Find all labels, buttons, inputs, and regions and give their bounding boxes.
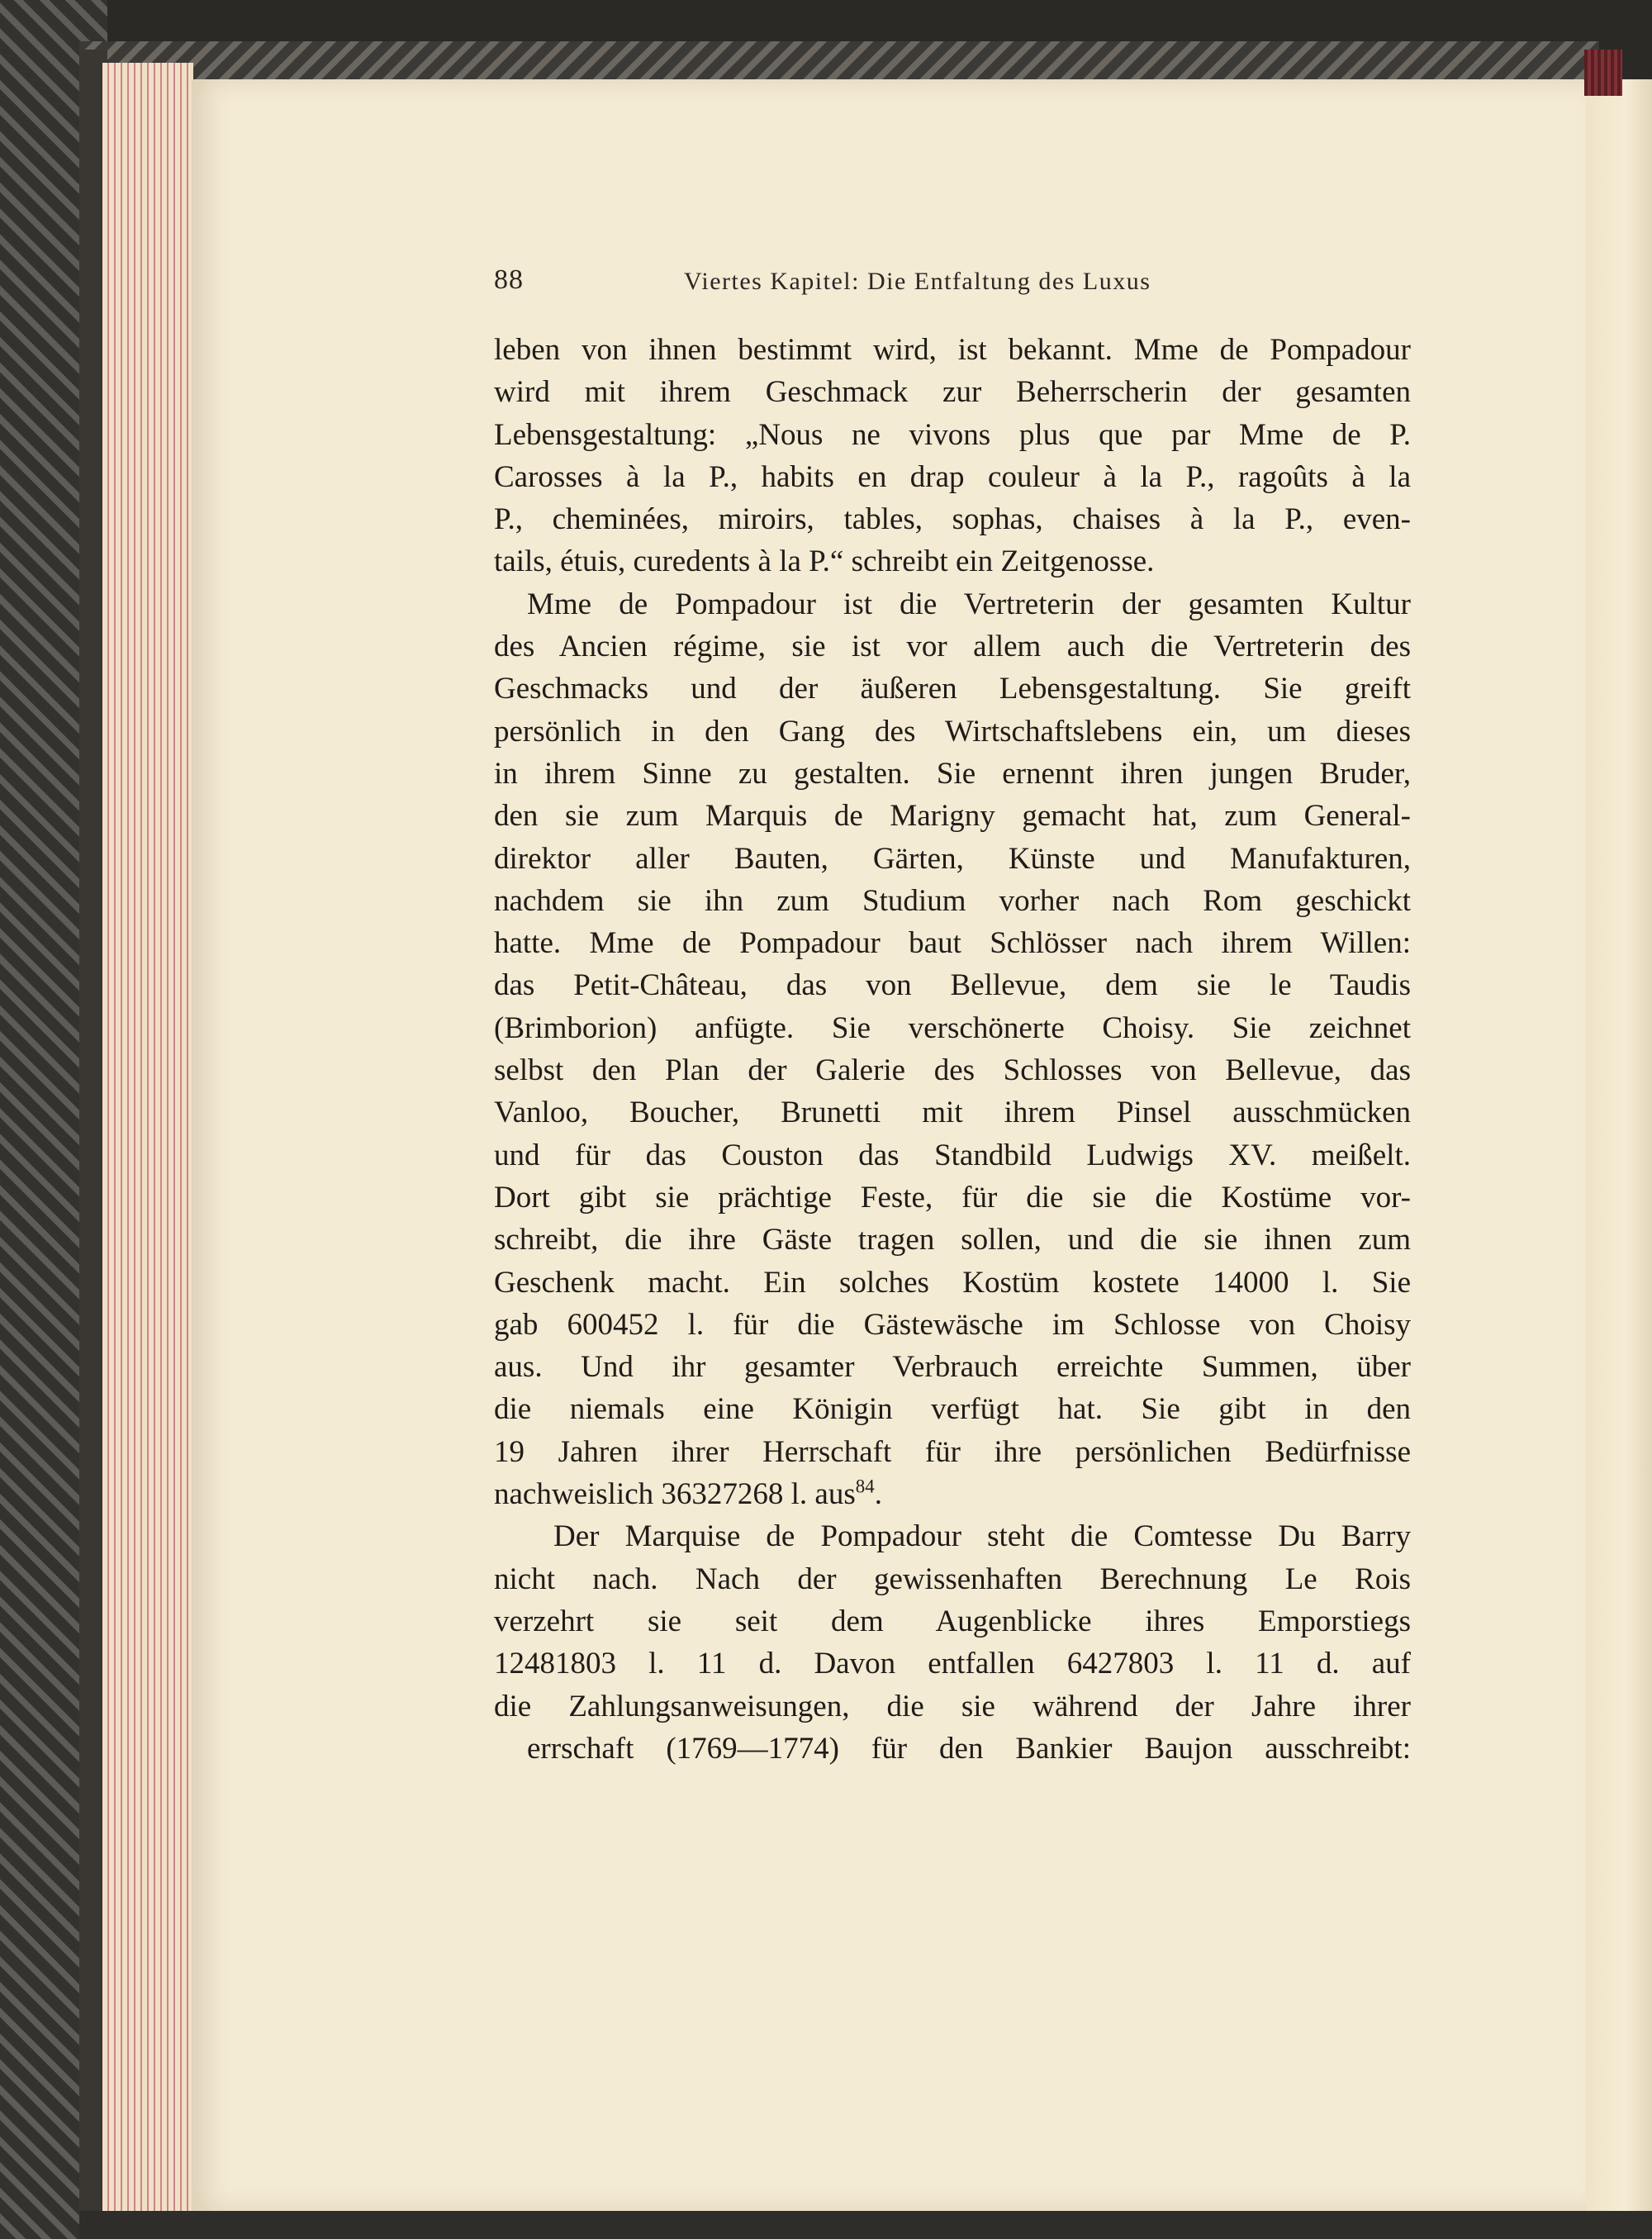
footnote-reference: 84 [855, 1476, 875, 1497]
text-line: selbst den Plan der Galerie des Schlosses von Bellevue, das [494, 1053, 1411, 1088]
text-line: Vanloo, Boucher, Brunetti mit ihrem Pinsel ausschmücken [494, 1096, 1411, 1130]
text-line: Dort gibt sie prächtige Feste, für die sie die Kostüme vor- [494, 1180, 1411, 1215]
text-line: 19 Jahren ihrer Herrschaft für ihre persönlichen Bedürfnisse [494, 1434, 1411, 1469]
body-text [494, 329, 1411, 1770]
text-line: direktor aller Bauten, Gärten, Künste und Manufakturen, [494, 841, 1411, 876]
binding-bottom-band [79, 2211, 1652, 2239]
text-line: die Zahlungsanweisungen, die sie während der Jahre ihrer [494, 1689, 1411, 1723]
text-line: schreibt, die ihre Gäste tragen sollen, und die sie ihnen zum [494, 1223, 1411, 1257]
page-number: 88 [494, 264, 524, 295]
page-edges [102, 63, 193, 2211]
text-line: Lebensgestaltung: „Nous ne vivons plus que par Mme de P. [494, 417, 1411, 452]
text-line-with-footnote [494, 1473, 1411, 1515]
text-line: P., cheminées, miroirs, tables, sophas, chaises à la P., even- [494, 502, 1411, 537]
text-line: (Brimborion) anfügte. Sie verschönerte Choisy. Sie zeichnet [494, 1010, 1411, 1045]
text-line: nachdem sie ihn zum Studium vorher nach Rom geschickt [494, 883, 1411, 918]
page-header [494, 264, 1237, 304]
text-line: leben von ihnen bestimmt wird, ist bekannt. Mme de Pompadour [494, 333, 1411, 367]
text-line: Mme de Pompadour ist die Vertreterin der gesamten Kultur [527, 587, 1411, 621]
text-line: persönlich in den Gang des Wirtschaftslebens ein, um dieses [494, 714, 1411, 749]
page-right-edge [1586, 79, 1652, 2211]
text-line: den sie zum Marquis de Marigny gemacht hat, zum General- [494, 799, 1411, 834]
text-line: verzehrt sie seit dem Augenblicke ihres Emporstiegs [494, 1604, 1411, 1638]
text-line: gab 600452 l. für die Gästewäsche im Schlosse von Choisy [494, 1307, 1411, 1342]
text-line: in ihrem Sinne zu gestalten. Sie ernennt ihren jungen Bruder, [494, 756, 1411, 791]
running-head: Viertes Kapitel: Die Entfaltung des Luxus [684, 268, 1151, 295]
text-line: Der Marquise de Pompadour steht die Comtesse Du Barry [553, 1519, 1411, 1554]
text-line: Geschenk macht. Ein solches Kostüm kostete 14000 l. Sie [494, 1265, 1411, 1300]
text-line: nicht nach. Nach der gewissenhaften Berechnung Le Rois [494, 1562, 1411, 1596]
text-line: errschaft (1769—1774) für den Bankier Baujon ausschreibt: [527, 1731, 1411, 1766]
text-line: Carosses à la P., habits en drap couleur à la P., ragoûts à la [494, 459, 1411, 494]
text-line: tails, étuis, curedents à la P.“ schreibt ein Zeitgenosse. [494, 544, 1155, 579]
text-line-content: nachweislich 36327268 l. aus [494, 1477, 856, 1512]
text-line: das Petit-Château, das von Bellevue, dem sie le Taudis [494, 968, 1411, 1003]
text-line: des Ancien régime, sie ist vor allem auch die Vertreterin des [494, 630, 1411, 664]
text-line: die niemals eine Königin verfügt hat. Sie gibt in den [494, 1392, 1411, 1427]
text-line: Geschmacks und der äußeren Lebensgestaltung. Sie greift [494, 672, 1411, 706]
footnote-tail: . [874, 1477, 882, 1512]
bookmark-ribbon [1584, 50, 1622, 96]
text-line: 12481803 l. 11 d. Davon entfallen 6427803 l. 11 d. auf [494, 1647, 1411, 1681]
text-line: wird mit ihrem Geschmack zur Beherrscherin der gesamten [494, 375, 1411, 410]
text-line: hatte. Mme de Pompadour baut Schlösser nach ihrem Willen: [494, 926, 1411, 961]
text-line: aus. Und ihr gesamter Verbrauch erreichte Summen, über [494, 1350, 1411, 1385]
text-line: und für das Couston das Standbild Ludwigs XV. meißelt. [494, 1138, 1411, 1172]
